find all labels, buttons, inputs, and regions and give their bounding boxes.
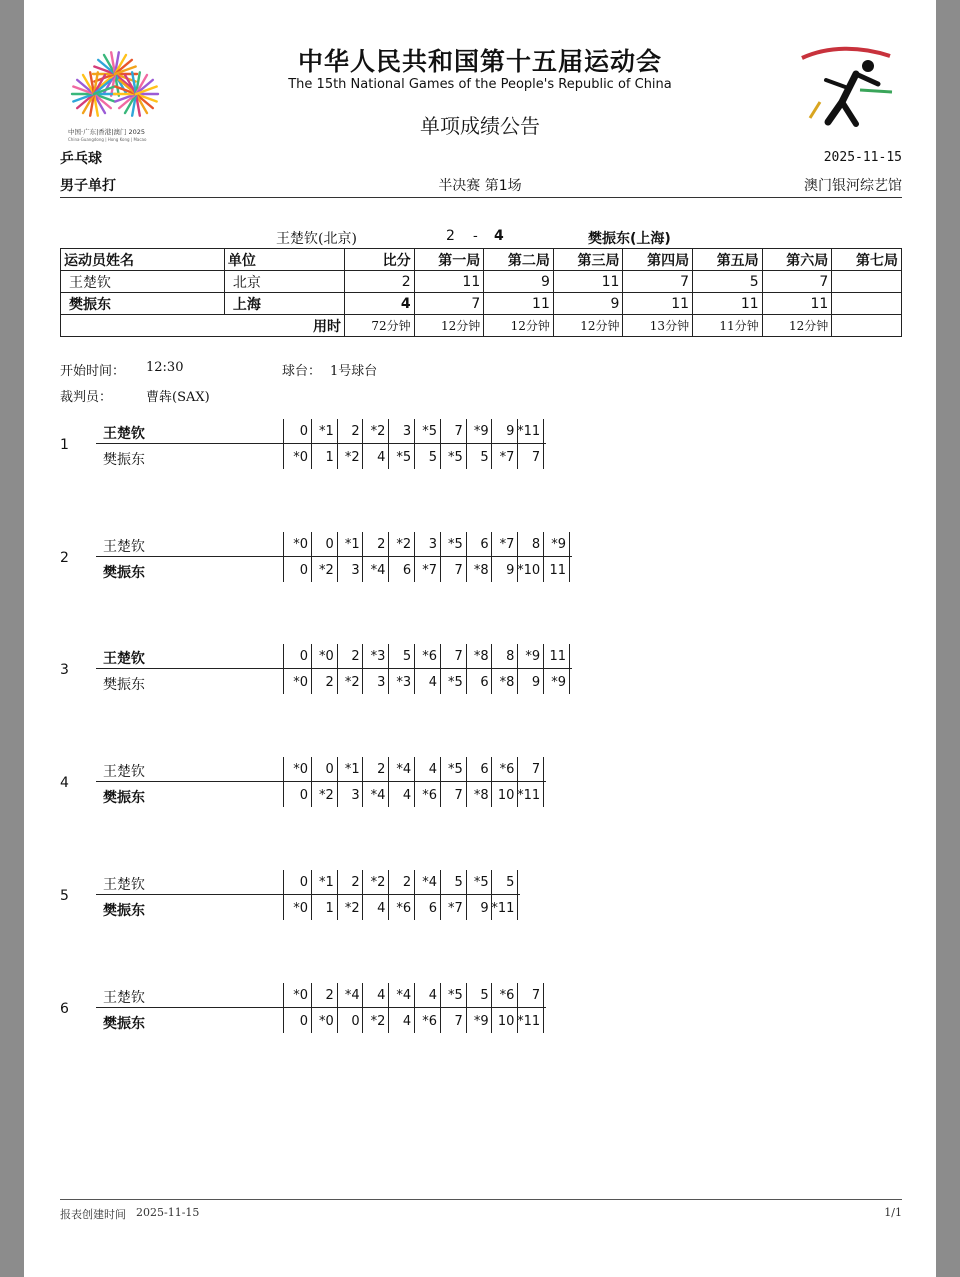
game-divider <box>96 668 572 669</box>
game-score: 5 <box>693 271 763 293</box>
point-score-p1: 8 <box>506 649 515 664</box>
start-time-label: 开始时间： <box>60 364 126 379</box>
point-column-separator <box>569 644 570 694</box>
point-score-p2: 2 <box>325 675 334 690</box>
point-score-p1: 2 <box>402 875 412 890</box>
point-score-p1: *1 <box>319 424 334 439</box>
point-column-separator <box>543 757 544 807</box>
game-divider <box>96 1007 546 1008</box>
game-score: 9 <box>484 271 554 293</box>
game-score: 11 <box>693 293 763 315</box>
point-score-p2: *10 <box>517 563 541 578</box>
point-score-p1: 7 <box>454 649 463 664</box>
match-score-2: 4 <box>494 228 504 244</box>
point-score-p2: 5 <box>428 450 437 465</box>
header-score: 比分 <box>345 249 415 271</box>
athlete-unit: 上海 <box>224 293 344 315</box>
umpire-value: 曹犇(SAX) <box>146 390 210 405</box>
logo-caption-en: China·Guangdong | Hong Kong | Macao <box>68 137 147 142</box>
header-game-7: 第七局 <box>832 249 902 271</box>
point-score-p1: *0 <box>293 537 308 552</box>
point-score-p2: 10 <box>497 788 515 803</box>
point-score-p2: 6 <box>402 563 412 578</box>
point-score-p2: 9 <box>506 563 515 578</box>
game-divider <box>96 556 572 557</box>
point-score-p1: *7 <box>499 537 515 552</box>
game-score: 9 <box>553 293 623 315</box>
point-score-p1: 8 <box>531 537 541 552</box>
point-score-p1: *4 <box>344 988 360 1003</box>
point-score-p2: 4 <box>428 675 437 690</box>
game-player-2: 樊振东 <box>103 903 145 919</box>
point-score-p1: 2 <box>351 424 360 439</box>
point-score-p1: *4 <box>396 988 412 1003</box>
point-score-p2: *2 <box>344 450 360 465</box>
match-duration: 72分钟 <box>345 315 415 337</box>
game-number: 5 <box>60 888 69 904</box>
game-duration <box>832 315 902 337</box>
game-player-1: 王楚钦 <box>103 764 145 780</box>
point-score-p2: 3 <box>377 675 386 690</box>
header-game-2: 第二局 <box>484 249 554 271</box>
point-score-p1: *0 <box>293 988 308 1003</box>
event-venue: 澳门银河综艺馆 <box>804 178 902 194</box>
event-date: 2025-11-15 <box>823 150 902 165</box>
game-duration: 12分钟 <box>414 315 484 337</box>
point-score-p2: 0 <box>299 788 308 803</box>
point-score-p1: *5 <box>448 762 463 777</box>
athlete-score: 2 <box>345 271 415 293</box>
game-score <box>832 293 902 315</box>
point-score-p2: 0 <box>299 1014 308 1029</box>
point-score-p1: 9 <box>506 424 515 439</box>
point-score-p2: *7 <box>422 563 437 578</box>
point-score-p1: *9 <box>525 649 541 664</box>
game-score: 7 <box>414 293 484 315</box>
table-no-value: 1号球台 <box>330 364 378 379</box>
announcement-title: 单项成绩公告 <box>420 114 540 138</box>
point-score-p1: *6 <box>499 988 515 1003</box>
point-score-p1: 3 <box>428 537 437 552</box>
point-score-p1: 0 <box>325 762 334 777</box>
point-score-p2: 0 <box>351 1014 360 1029</box>
point-score-p1: 0 <box>299 649 308 664</box>
game-player-1: 王楚钦 <box>103 990 145 1006</box>
table-row <box>61 271 902 293</box>
header-game-6: 第六局 <box>762 249 832 271</box>
game-score: 11 <box>414 271 484 293</box>
athlete-unit: 北京 <box>224 271 344 293</box>
point-score-p1: 2 <box>377 537 386 552</box>
point-score-p2: 10 <box>497 1014 515 1029</box>
point-score-p1: *2 <box>370 875 386 890</box>
point-score-p1: *11 <box>517 424 541 439</box>
header-game-1: 第一局 <box>414 249 484 271</box>
point-score-p1: 0 <box>299 424 308 439</box>
game-score: 11 <box>623 293 693 315</box>
point-score-p1: *5 <box>448 988 463 1003</box>
point-score-p1: 6 <box>480 762 489 777</box>
point-score-p2: *9 <box>551 675 566 690</box>
game-duration: 13分钟 <box>623 315 693 337</box>
point-score-p2: *5 <box>396 450 412 465</box>
table-row <box>61 293 902 315</box>
point-score-p1: *5 <box>422 424 437 439</box>
point-score-p2: *8 <box>499 675 515 690</box>
point-score-p1: 2 <box>351 649 360 664</box>
created-date: 2025-11-15 <box>136 1206 200 1219</box>
point-score-p1: 0 <box>325 537 334 552</box>
point-score-p2: *5 <box>448 675 463 690</box>
point-score-p1: *1 <box>319 875 334 890</box>
athlete-name: 王楚钦 <box>61 271 225 293</box>
table-header-row <box>61 249 902 271</box>
header-game-3: 第三局 <box>553 249 623 271</box>
point-score-p1: *2 <box>370 424 386 439</box>
game-duration: 12分钟 <box>484 315 554 337</box>
game-number: 2 <box>60 550 69 566</box>
point-score-p1: *9 <box>551 537 566 552</box>
sport-name: 乒乓球 <box>60 151 102 167</box>
game-divider <box>96 443 546 444</box>
point-score-p2: *4 <box>370 563 386 578</box>
match-score-dash: - <box>473 228 478 244</box>
point-score-p1: 7 <box>531 762 541 777</box>
footer-divider <box>60 1199 902 1200</box>
game-divider <box>96 894 520 895</box>
point-score-p1: 5 <box>402 649 412 664</box>
game-player-2: 樊振东 <box>103 565 145 581</box>
point-score-p2: *8 <box>473 788 489 803</box>
point-score-p2: *2 <box>370 1014 386 1029</box>
point-score-p2: *9 <box>473 1014 489 1029</box>
game-score <box>832 271 902 293</box>
point-score-p2: 7 <box>454 563 463 578</box>
point-score-p1: 4 <box>428 988 437 1003</box>
header-unit: 单位 <box>224 249 344 271</box>
point-score-p2: *0 <box>293 901 308 916</box>
point-score-p2: 6 <box>480 675 489 690</box>
point-score-p2: 6 <box>428 901 437 916</box>
table-no-label: 球台： <box>282 364 322 379</box>
game-player-1: 王楚钦 <box>103 426 145 442</box>
point-score-p1: *8 <box>473 649 489 664</box>
athlete-name: 樊振东 <box>61 293 225 315</box>
start-time-value: 12:30 <box>146 360 184 375</box>
point-score-p1: 7 <box>454 424 463 439</box>
point-column-separator <box>543 983 544 1033</box>
match-score-1: 2 <box>446 228 455 244</box>
point-score-p2: 9 <box>531 675 541 690</box>
game-score: 11 <box>762 293 832 315</box>
point-score-p1: *0 <box>293 762 308 777</box>
game-number: 1 <box>60 437 69 453</box>
point-score-p1: *1 <box>344 537 360 552</box>
point-score-p2: *11 <box>491 901 515 916</box>
point-score-p1: 6 <box>480 537 489 552</box>
point-column-separator <box>543 419 544 469</box>
point-score-p2: *11 <box>517 1014 541 1029</box>
point-score-p1: 7 <box>531 988 541 1003</box>
header-athlete: 运动员姓名 <box>61 249 225 271</box>
point-score-p2: 4 <box>402 788 412 803</box>
point-score-p2: *7 <box>499 450 515 465</box>
event-category: 男子单打 <box>60 178 116 194</box>
point-score-p2: *4 <box>370 788 386 803</box>
game-score: 11 <box>484 293 554 315</box>
point-score-p1: 11 <box>549 649 566 664</box>
game-number: 6 <box>60 1001 69 1017</box>
game-player-2: 樊振东 <box>103 790 145 806</box>
point-score-p1: 5 <box>506 875 515 890</box>
point-score-p1: 2 <box>325 988 334 1003</box>
point-score-p1: 5 <box>454 875 463 890</box>
player1-label: 王楚钦(北京) <box>276 231 357 247</box>
point-score-p1: *5 <box>473 875 489 890</box>
point-score-p2: *6 <box>422 1014 437 1029</box>
point-score-p1: *3 <box>370 649 386 664</box>
point-score-p2: *6 <box>422 788 437 803</box>
game-duration: 11分钟 <box>693 315 763 337</box>
game-player-2: 樊振东 <box>103 452 145 468</box>
point-score-p2: *8 <box>473 563 489 578</box>
header-game-5: 第五局 <box>693 249 763 271</box>
umpire-label: 裁判员： <box>60 390 113 405</box>
logo-caption: 中国·广东|香港|澳门 2025 <box>68 128 146 136</box>
game-duration: 12分钟 <box>762 315 832 337</box>
point-score-p2: 0 <box>299 563 308 578</box>
game-player-1: 王楚钦 <box>103 877 145 893</box>
point-score-p2: *2 <box>319 563 334 578</box>
point-score-p2: *11 <box>517 788 541 803</box>
athlete-score: 4 <box>345 293 415 315</box>
point-score-p1: *5 <box>448 537 463 552</box>
header-game-4: 第四局 <box>623 249 693 271</box>
game-player-2: 樊振东 <box>103 1016 145 1032</box>
point-score-p2: 4 <box>377 901 386 916</box>
point-score-p2: *0 <box>293 675 308 690</box>
player2-label: 樊振东(上海) <box>588 231 671 247</box>
games-title: 中华人民共和国第十五届运动会 <box>297 47 662 76</box>
point-score-p2: 4 <box>402 1014 412 1029</box>
table-time-row <box>61 315 902 337</box>
point-score-p2: 3 <box>351 563 360 578</box>
game-number: 4 <box>60 775 69 791</box>
game-number: 3 <box>60 662 69 678</box>
game-score: 7 <box>623 271 693 293</box>
point-score-p2: 7 <box>531 450 541 465</box>
time-label: 用时 <box>61 315 345 337</box>
point-score-p1: 2 <box>377 762 386 777</box>
point-score-p2: 5 <box>480 450 489 465</box>
point-score-p2: *0 <box>319 1014 334 1029</box>
game-duration: 12分钟 <box>553 315 623 337</box>
game-divider <box>96 781 546 782</box>
point-score-p2: 4 <box>377 450 386 465</box>
game-player-2: 樊振东 <box>103 677 145 693</box>
point-score-p2: 11 <box>549 563 566 578</box>
point-score-p2: 9 <box>480 901 489 916</box>
point-score-p2: *2 <box>344 901 360 916</box>
point-score-p2: *5 <box>448 450 463 465</box>
point-score-p1: *6 <box>422 649 437 664</box>
page-number: 1/1 <box>884 1206 902 1219</box>
point-score-p2: 3 <box>351 788 360 803</box>
game-player-1: 王楚钦 <box>103 651 145 667</box>
point-column-separator <box>517 870 518 920</box>
event-round: 半决赛 第1场 <box>438 178 522 194</box>
point-score-p1: *9 <box>473 424 489 439</box>
point-score-p1: *4 <box>422 875 437 890</box>
result-sheet <box>24 0 936 1277</box>
game-score: 11 <box>553 271 623 293</box>
point-score-p1: *4 <box>396 762 412 777</box>
point-score-p2: *6 <box>396 901 412 916</box>
point-score-p1: 4 <box>377 988 386 1003</box>
games-title-en: The 15th National Games of the People's Republic of China <box>288 77 672 92</box>
game-player-1: 王楚钦 <box>103 539 145 555</box>
point-score-p1: *6 <box>499 762 515 777</box>
point-score-p2: 7 <box>454 788 463 803</box>
point-score-p1: *0 <box>319 649 334 664</box>
point-score-p2: *2 <box>319 788 334 803</box>
point-score-p2: *7 <box>448 901 463 916</box>
point-score-p1: 3 <box>402 424 412 439</box>
point-column-separator <box>569 532 570 582</box>
point-score-p1: 0 <box>299 875 308 890</box>
point-score-p1: 2 <box>351 875 360 890</box>
point-score-p1: *2 <box>396 537 412 552</box>
point-score-p2: 7 <box>454 1014 463 1029</box>
point-score-p1: 4 <box>428 762 437 777</box>
point-score-p2: 1 <box>325 450 334 465</box>
game-score: 7 <box>762 271 832 293</box>
point-score-p2: *3 <box>396 675 412 690</box>
point-score-p2: 1 <box>325 901 334 916</box>
point-score-p1: 5 <box>480 988 489 1003</box>
point-score-p2: *2 <box>344 675 360 690</box>
point-score-p2: *0 <box>293 450 308 465</box>
header-divider <box>60 197 902 198</box>
results-table <box>60 248 902 337</box>
point-score-p1: *1 <box>344 762 360 777</box>
created-label: 报表创建时间 <box>60 1208 126 1221</box>
